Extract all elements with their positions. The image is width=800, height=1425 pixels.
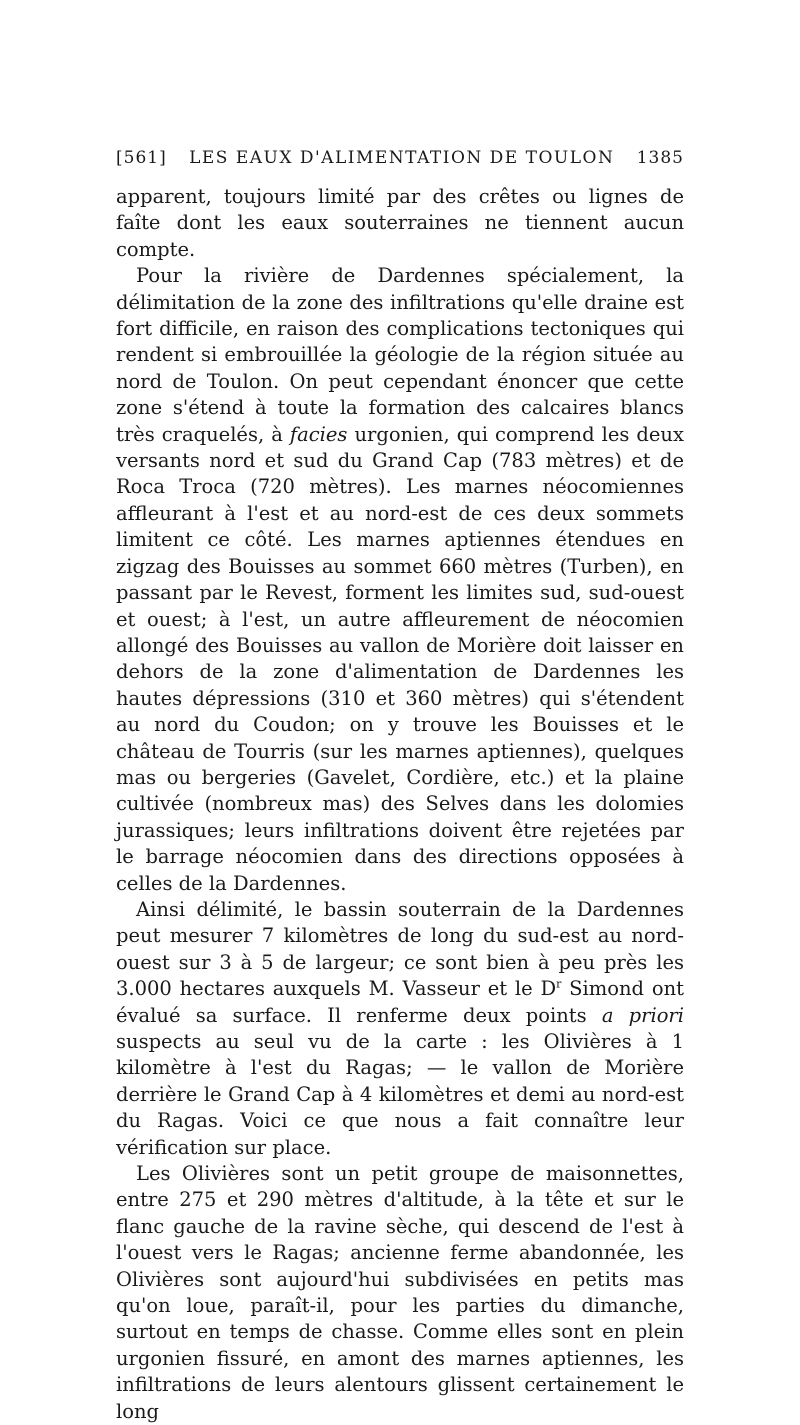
text-run: apparent, toujours limité par des crêtes ou lignes de faîte dont les eaux souterraines ne tiennent aucun compte. (116, 185, 684, 261)
italic-run: facies (289, 422, 348, 446)
text-run: Ainsi délimité, le bassin souterrain de la Dardennes peut mesurer 7 kilomètres de long du sud-est au nord-ouest sur 3 à 5 de largeur; ce sont bien à peu près les 3.000 hectares auxquels M. Vasseur et le D (116, 897, 684, 1001)
running-head (116, 148, 684, 168)
body-text (116, 184, 684, 1425)
paragraph (116, 184, 684, 263)
page-number: 1385 (636, 148, 684, 168)
text-run: Simond ont évalué sa surface. Il renferme deux points (116, 977, 684, 1027)
running-title: LES EAUX D'ALIMENTATION DE TOULON (189, 148, 615, 168)
paragraph (116, 897, 684, 1161)
superscript-run: r (556, 977, 562, 991)
section-number: [561] (116, 148, 167, 168)
text-run: Les Olivières sont un petit groupe de maisonnettes, entre 275 et 290 mètres d'altitude, à la tête et sur le flanc gauche de la ravine sèche, qui descend de l'est à l'ouest vers le Ragas; ancienne ferme abandonnée, les Olivières sont aujourd'hui subdivisées en petits mas qu'on loue, paraît-il, pour les parties du dimanche, surtout en temps de chasse. Comme elles sont en plein urgonien fissuré, en amont des marnes aptiennes, les infiltrations de leurs alentours glissent certainement le long (116, 1162, 684, 1423)
paragraph (116, 1161, 684, 1425)
text-run: urgonien, qui comprend les deux versants nord et sud du Grand Cap (783 mètres) et de Roca Troca (720 mètres). Les marnes néocomiennes affleurant à l'est et au nord-est de ces deux sommets limitent ce côté. Les marnes aptiennes étendues en zigzag des Bouisses au sommet 660 mètres (Turben), en passant par le Revest, forment les limites sud, sud-ouest et ouest; à l'est, un autre affleurement de néocomien allongé des Bouisses au vallon de Morière doit laisser en dehors de la zone d'alimentation de Dardennes les hautes dépressions (310 et 360 mètres) qui s'étendent au nord du Coudon; on y trouve les Bouisses et le château de Tourris (sur les marnes aptiennes), quelques mas ou bergeries (Gavelet, Cordière, etc.) et la plaine cultivée (nombreux mas) des Selves dans les dolomies jurassiques; leurs infiltrations doivent être rejetées par le barrage néocomien dans des directions opposées à celles de la Dardennes. (116, 422, 684, 895)
text-run: suspects au seul vu de la carte : les Olivières à 1 kilomètre à l'est du Ragas; — le vallon de Morière derrière le Grand Cap à 4 kilomètres et demi au nord-est du Ragas. Voici ce que nous a fait connaître leur vérification sur place. (116, 1030, 684, 1159)
italic-run: a priori (601, 1003, 684, 1027)
paragraph (116, 263, 684, 897)
text-run: Pour la rivière de Dardennes spécialement, la délimitation de la zone des infiltrations qu'elle draine est fort difficile, en raison des complications tectoniques qui rendent si embrouillée la géologie de la région située au nord de Toulon. On peut cependant énoncer que cette zone s'étend à toute la formation des calcaires blancs très craquelés, à (116, 264, 684, 446)
